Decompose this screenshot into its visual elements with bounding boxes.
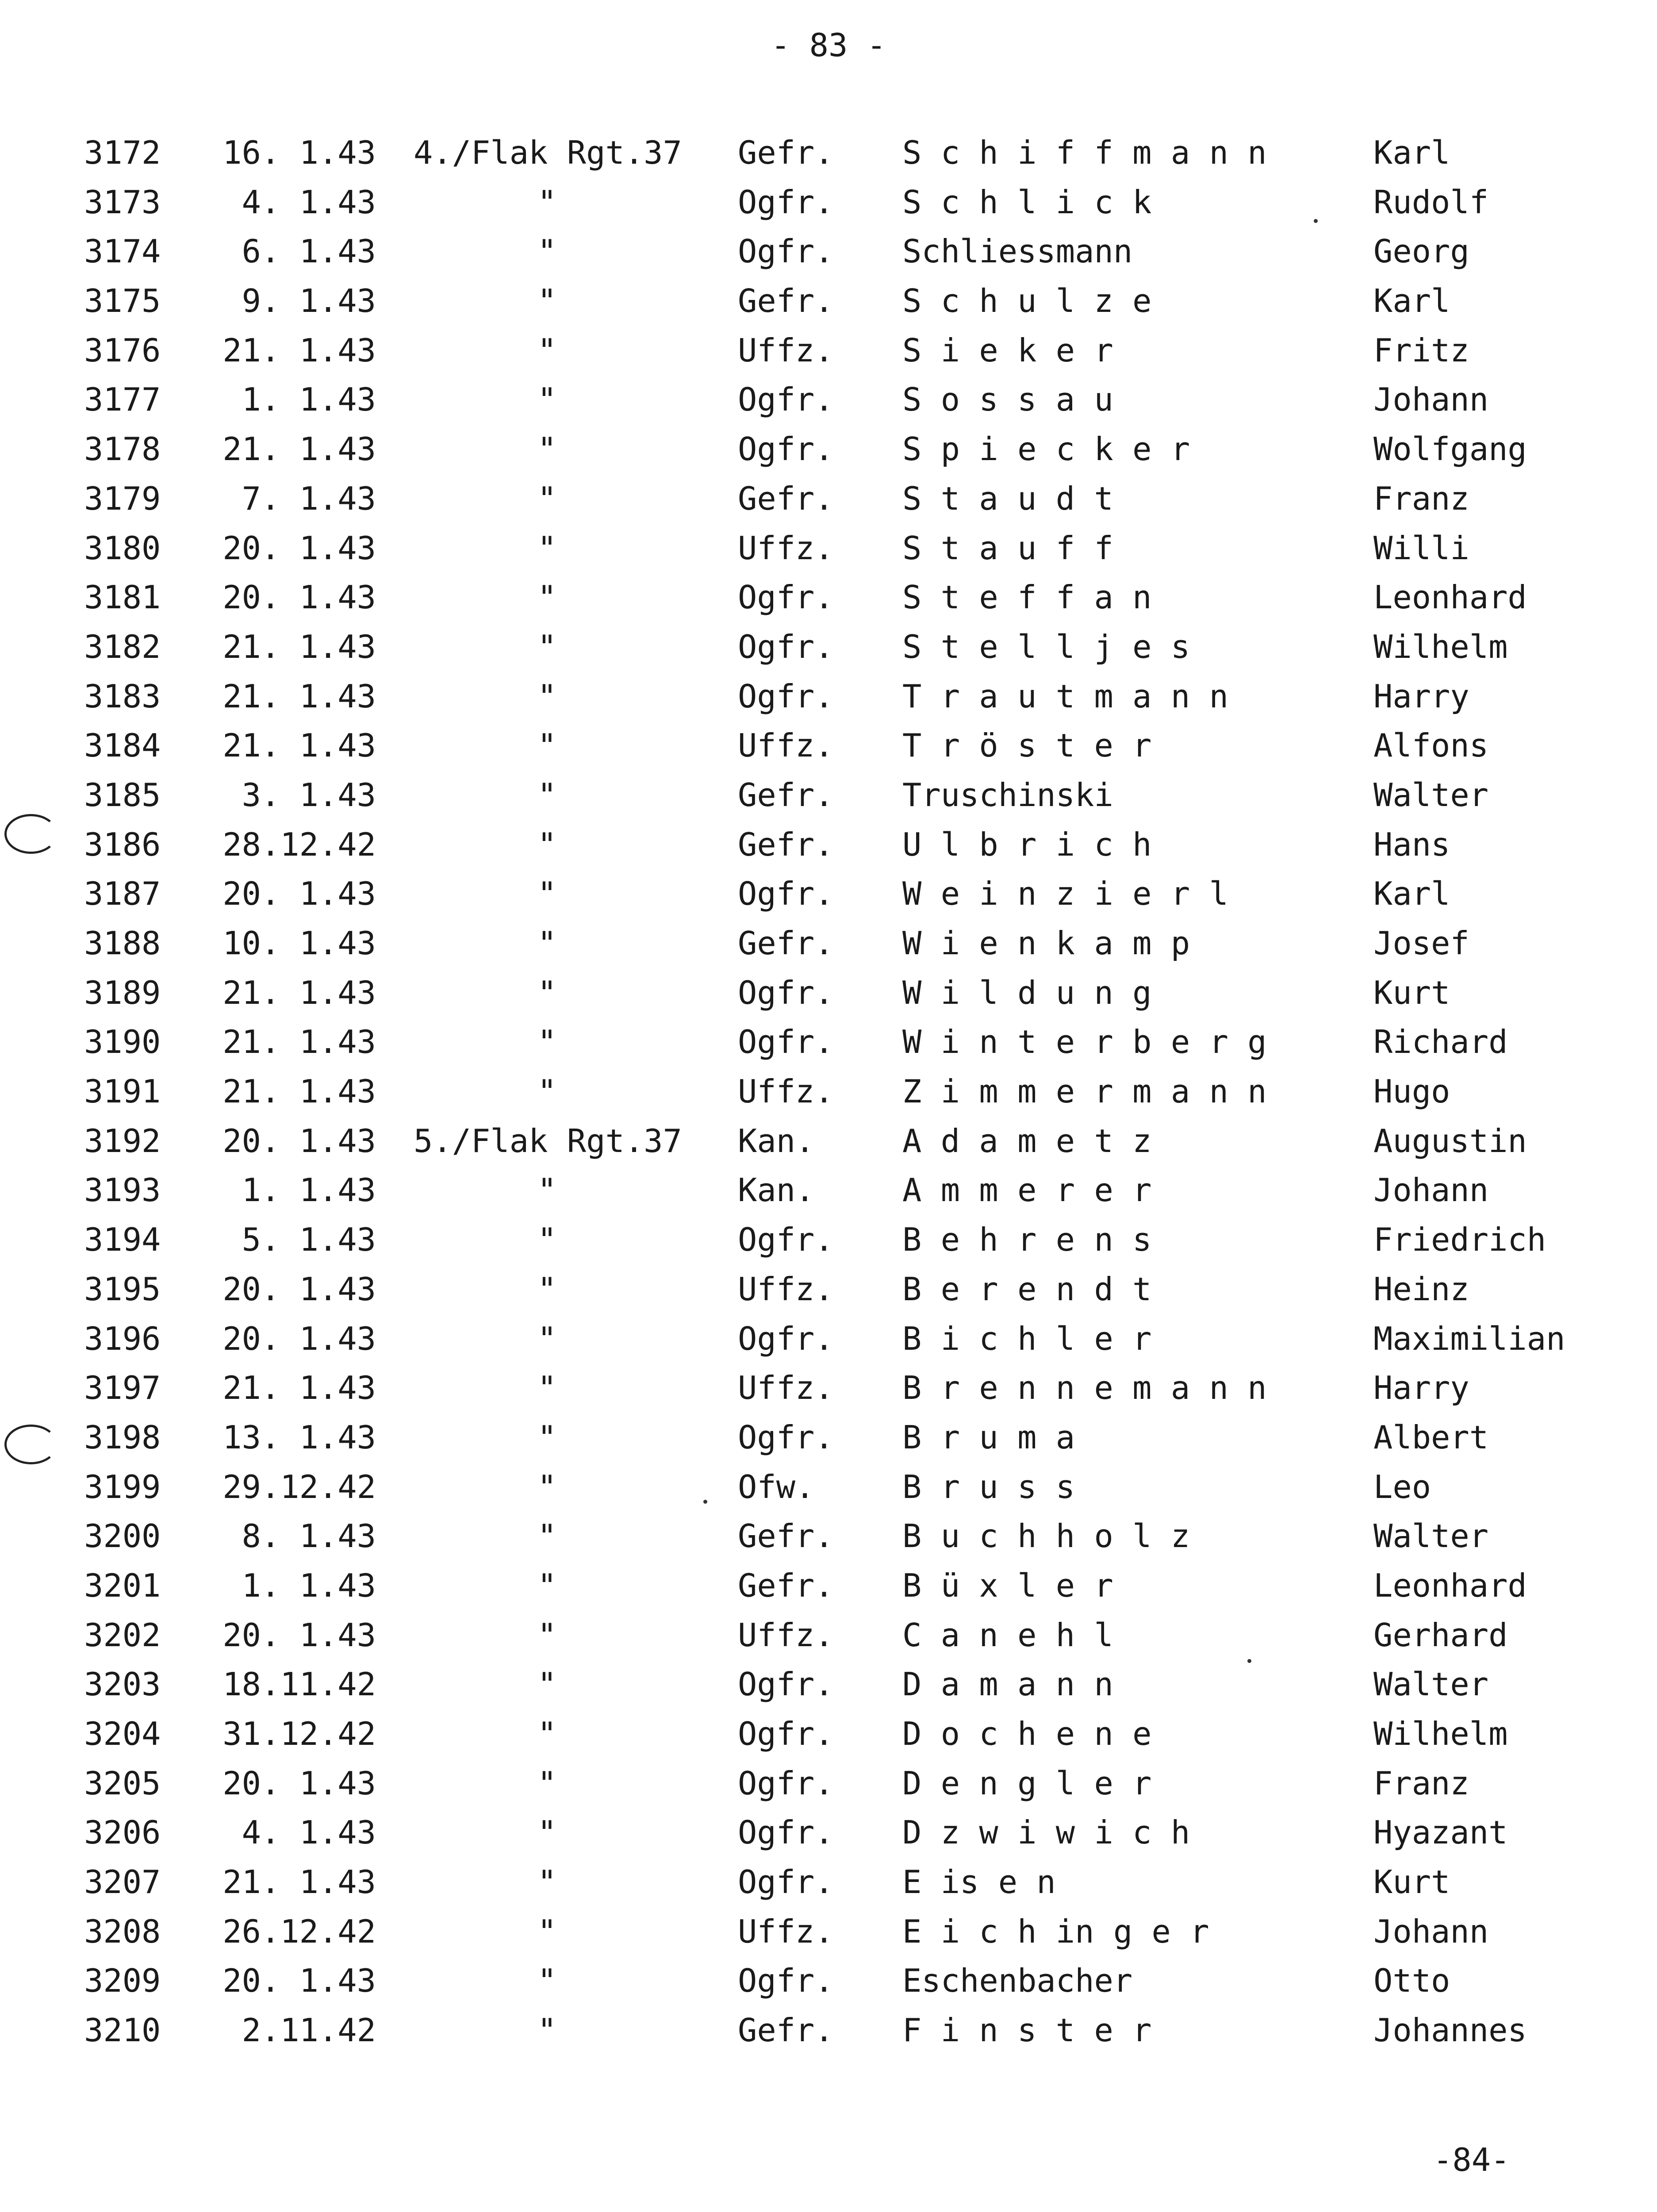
entry-date: 18.11.42 [222, 1666, 376, 1703]
ditto-mark: " [537, 1567, 557, 1604]
table-row [0, 1413, 1657, 1463]
entry-rank: Gefr. [738, 480, 834, 517]
entry-date: 1. 1.43 [242, 1171, 376, 1209]
entry-first-name: Johannes [1373, 2012, 1527, 2049]
entry-number: 3192 [84, 1122, 161, 1160]
table-row [0, 1018, 1657, 1067]
entry-date: 20. 1.43 [222, 875, 376, 913]
table-row [0, 178, 1657, 227]
ditto-mark: " [537, 282, 557, 320]
table-row [0, 1709, 1657, 1759]
entry-number: 3195 [84, 1270, 161, 1308]
table-row [0, 2006, 1657, 2055]
entry-first-name: Hyazant [1373, 1814, 1508, 1851]
entry-surname: W i l d u n g [902, 974, 1152, 1011]
entry-surname: D z w i w i c h [902, 1814, 1190, 1851]
entry-number: 3185 [84, 776, 161, 814]
entry-date: 7. 1.43 [242, 480, 376, 517]
entry-rank: Ogfr. [738, 1863, 834, 1901]
entry-date: 6. 1.43 [242, 233, 376, 270]
entry-date: 21. 1.43 [222, 677, 376, 715]
table-row [0, 573, 1657, 622]
entry-number: 3183 [84, 677, 161, 715]
entry-number: 3203 [84, 1666, 161, 1703]
entry-number: 3202 [84, 1616, 161, 1654]
ditto-mark: " [537, 381, 557, 419]
entry-surname: S t a u d t [902, 480, 1113, 517]
entry-surname: B i c h l e r [902, 1320, 1152, 1357]
ditto-mark: " [537, 1814, 557, 1851]
ditto-mark: " [537, 628, 557, 665]
entry-first-name: Wilhelm [1373, 628, 1508, 665]
entry-number: 3191 [84, 1073, 161, 1110]
entry-rank: Gefr. [738, 134, 834, 171]
entry-date: 21. 1.43 [222, 430, 376, 468]
entry-first-name: Franz [1373, 1764, 1469, 1802]
table-row [0, 771, 1657, 820]
entry-date: 21. 1.43 [222, 1023, 376, 1061]
entry-rank: Ogfr. [738, 1814, 834, 1851]
entry-date: 5. 1.43 [242, 1221, 376, 1259]
entry-number: 3206 [84, 1814, 161, 1851]
entry-number: 3199 [84, 1468, 161, 1505]
entry-date: 20. 1.43 [222, 1764, 376, 1802]
entry-first-name: Walter [1373, 776, 1489, 814]
entry-first-name: Harry [1373, 1369, 1469, 1407]
table-row [0, 1512, 1657, 1561]
entry-surname: E is e n [902, 1863, 1056, 1901]
entry-first-name: Hans [1373, 826, 1450, 863]
entry-surname: S o s s a u [902, 381, 1113, 419]
entry-number: 3197 [84, 1369, 161, 1407]
page-number: - 83 - [771, 27, 886, 64]
entry-first-name: Karl [1373, 282, 1450, 320]
entry-first-name: Johann [1373, 381, 1489, 419]
entry-first-name: Wolfgang [1373, 430, 1527, 468]
ditto-mark: " [537, 480, 557, 517]
entry-rank: Ogfr. [738, 183, 834, 221]
entry-date: 20. 1.43 [222, 1122, 376, 1160]
entry-date: 20. 1.43 [222, 529, 376, 567]
entry-first-name: Walter [1373, 1517, 1489, 1555]
entry-number: 3174 [84, 233, 161, 270]
entry-first-name: Maximilian [1373, 1320, 1565, 1357]
entry-first-name: Otto [1373, 1962, 1450, 2000]
entry-number: 3194 [84, 1221, 161, 1259]
ditto-mark: " [537, 1369, 557, 1407]
entry-first-name: Leonhard [1373, 1567, 1527, 1604]
table-row [0, 820, 1657, 870]
entry-surname: B e r e n d t [902, 1270, 1152, 1308]
entry-rank: Uffz. [738, 331, 834, 369]
entry-surname: S c h l i c k [902, 183, 1152, 221]
table-row [0, 375, 1657, 425]
entry-number: 3210 [84, 2012, 161, 2049]
entry-date: 2.11.42 [242, 2012, 376, 2049]
table-row [0, 1314, 1657, 1364]
entry-number: 3180 [84, 529, 161, 567]
entry-first-name: Leonhard [1373, 579, 1527, 616]
table-row [0, 869, 1657, 919]
entry-number: 3177 [84, 381, 161, 419]
entry-first-name: Karl [1373, 875, 1450, 913]
entry-first-name: Karl [1373, 134, 1450, 171]
entry-number: 3200 [84, 1517, 161, 1555]
entry-rank: Uffz. [738, 1912, 834, 1950]
table-row [0, 1215, 1657, 1265]
entry-date: 20. 1.43 [222, 579, 376, 616]
table-row [0, 968, 1657, 1018]
ditto-mark: " [537, 1270, 557, 1308]
entry-rank: Kan. [738, 1171, 815, 1209]
entry-first-name: Johann [1373, 1171, 1489, 1209]
entry-number: 3196 [84, 1320, 161, 1357]
entry-date: 1. 1.43 [242, 1567, 376, 1604]
entry-first-name: Rudolf [1373, 183, 1489, 221]
paper-speck [1314, 219, 1318, 223]
entry-first-name: Friedrich [1373, 1221, 1546, 1259]
entry-date: 28.12.42 [222, 826, 376, 863]
entry-number: 3187 [84, 875, 161, 913]
entry-surname: S c h i f f m a n n [902, 134, 1267, 171]
table-row [0, 672, 1657, 722]
table-row [0, 721, 1657, 771]
entry-surname: S i e k e r [902, 331, 1113, 369]
ditto-mark: " [537, 1715, 557, 1752]
entry-surname: T r ö s t e r [902, 727, 1152, 764]
entry-first-name: Wilhelm [1373, 1715, 1508, 1752]
entry-unit: 5./Flak Rgt.37 [414, 1122, 682, 1160]
entry-rank: Ogfr. [738, 381, 834, 419]
entry-rank: Gefr. [738, 776, 834, 814]
entry-surname: U l b r i c h [902, 826, 1152, 863]
ditto-mark: " [537, 1912, 557, 1950]
entry-rank: Uffz. [738, 1073, 834, 1110]
table-row [0, 622, 1657, 672]
table-row [0, 227, 1657, 276]
entry-date: 21. 1.43 [222, 974, 376, 1011]
entry-rank: Ogfr. [738, 875, 834, 913]
table-row [0, 474, 1657, 524]
entry-rank: Ogfr. [738, 677, 834, 715]
ditto-mark: " [537, 1418, 557, 1456]
entry-surname: D a m a n n [902, 1666, 1113, 1703]
table-row [0, 128, 1657, 178]
entry-first-name: Heinz [1373, 1270, 1469, 1308]
table-row [0, 1611, 1657, 1660]
entry-rank: Gefr. [738, 1517, 834, 1555]
entry-surname: W e i n z i e r l [902, 875, 1228, 913]
entry-first-name: Richard [1373, 1023, 1508, 1061]
entry-surname: E i c h in g e r [902, 1912, 1209, 1950]
entry-rank: Ogfr. [738, 1221, 834, 1259]
entry-first-name: Gerhard [1373, 1616, 1508, 1654]
entry-rank: Uffz. [738, 1270, 834, 1308]
punch-hole-mark [4, 1425, 58, 1464]
entry-number: 3190 [84, 1023, 161, 1061]
entry-number: 3178 [84, 430, 161, 468]
casualty-roster-table [0, 128, 1657, 2055]
entry-first-name: Willi [1373, 529, 1469, 567]
entry-rank: Ogfr. [738, 1666, 834, 1703]
ditto-mark: " [537, 1962, 557, 2000]
table-row [0, 1166, 1657, 1215]
entry-number: 3173 [84, 183, 161, 221]
entry-first-name: Alfons [1373, 727, 1489, 764]
table-row [0, 1265, 1657, 1314]
table-row [0, 1067, 1657, 1117]
ditto-mark: " [537, 579, 557, 616]
entry-rank: Ofw. [738, 1468, 815, 1505]
entry-rank: Ogfr. [738, 974, 834, 1011]
entry-date: 20. 1.43 [222, 1616, 376, 1654]
entry-rank: Gefr. [738, 2012, 834, 2049]
table-row [0, 1759, 1657, 1809]
entry-number: 3176 [84, 331, 161, 369]
entry-date: 21. 1.43 [222, 727, 376, 764]
entry-number: 3193 [84, 1171, 161, 1209]
table-row [0, 1858, 1657, 1907]
entry-number: 3181 [84, 579, 161, 616]
ditto-mark: " [537, 1171, 557, 1209]
punch-hole-mark [4, 814, 58, 854]
table-row [0, 425, 1657, 474]
entry-rank: Gefr. [738, 282, 834, 320]
entry-number: 3182 [84, 628, 161, 665]
entry-date: 3. 1.43 [242, 776, 376, 814]
entry-rank: Ogfr. [738, 1023, 834, 1061]
entry-rank: Uffz. [738, 529, 834, 567]
entry-first-name: Walter [1373, 1666, 1489, 1703]
entry-number: 3198 [84, 1418, 161, 1456]
ditto-mark: " [537, 430, 557, 468]
ditto-mark: " [537, 826, 557, 863]
entry-first-name: Franz [1373, 480, 1469, 517]
entry-date: 9. 1.43 [242, 282, 376, 320]
entry-surname: S t e l l j e s [902, 628, 1190, 665]
entry-date: 29.12.42 [222, 1468, 376, 1505]
entry-date: 21. 1.43 [222, 1073, 376, 1110]
entry-surname: S p i e c k e r [902, 430, 1190, 468]
entry-rank: Gefr. [738, 826, 834, 863]
entry-date: 20. 1.43 [222, 1320, 376, 1357]
ditto-mark: " [537, 233, 557, 270]
entry-first-name: Leo [1373, 1468, 1431, 1505]
entry-rank: Gefr. [738, 925, 834, 962]
entry-date: 20. 1.43 [222, 1962, 376, 2000]
entry-surname: B ü x l e r [902, 1567, 1113, 1604]
entry-surname: S t e f f a n [902, 579, 1152, 616]
table-row [0, 524, 1657, 573]
entry-date: 10. 1.43 [222, 925, 376, 962]
entry-rank: Ogfr. [738, 1962, 834, 2000]
table-row [0, 1463, 1657, 1512]
ditto-mark: " [537, 925, 557, 962]
entry-date: 8. 1.43 [242, 1517, 376, 1555]
entry-date: 21. 1.43 [222, 1863, 376, 1901]
paper-speck [1247, 1659, 1251, 1663]
entry-date: 13. 1.43 [222, 1418, 376, 1456]
entry-surname: Schliessmann [902, 233, 1133, 270]
entry-number: 3205 [84, 1764, 161, 1802]
entry-first-name: Albert [1373, 1418, 1489, 1456]
entry-date: 20. 1.43 [222, 1270, 376, 1308]
entry-surname: W i n t e r b e r g [902, 1023, 1267, 1061]
ditto-mark: " [537, 2012, 557, 2049]
table-row [0, 1660, 1657, 1709]
entry-first-name: Augustin [1373, 1122, 1527, 1160]
table-row [0, 1956, 1657, 2006]
entry-date: 31.12.42 [222, 1715, 376, 1752]
entry-surname: D o c h e n e [902, 1715, 1152, 1752]
entry-number: 3204 [84, 1715, 161, 1752]
table-row [0, 919, 1657, 968]
ditto-mark: " [537, 1517, 557, 1555]
table-row [0, 1561, 1657, 1611]
entry-surname: B r u s s [902, 1468, 1075, 1505]
ditto-mark: " [537, 1468, 557, 1505]
entry-date: 26.12.42 [222, 1912, 376, 1950]
entry-number: 3179 [84, 480, 161, 517]
entry-first-name: Harry [1373, 677, 1469, 715]
ditto-mark: " [537, 1221, 557, 1259]
entry-surname: B r u m a [902, 1418, 1075, 1456]
entry-surname: B u c h h o l z [902, 1517, 1190, 1555]
table-row [0, 1363, 1657, 1413]
entry-surname: Eschenbacher [902, 1962, 1133, 2000]
entry-first-name: Johann [1373, 1912, 1489, 1950]
entry-date: 16. 1.43 [222, 134, 376, 171]
ditto-mark: " [537, 875, 557, 913]
entry-rank: Gefr. [738, 1567, 834, 1604]
entry-surname: S t a u f f [902, 529, 1113, 567]
entry-surname: B e h r e n s [902, 1221, 1152, 1259]
ditto-mark: " [537, 529, 557, 567]
entry-surname: W i e n k a m p [902, 925, 1190, 962]
entry-surname: C a n e h l [902, 1616, 1113, 1654]
entry-surname: D e n g l e r [902, 1764, 1152, 1802]
entry-first-name: Fritz [1373, 331, 1469, 369]
entry-surname: S c h u l z e [902, 282, 1152, 320]
table-row [0, 1808, 1657, 1858]
entry-surname: A d a m e t z [902, 1122, 1152, 1160]
table-row [0, 1907, 1657, 1957]
entry-date: 21. 1.43 [222, 628, 376, 665]
entry-surname: F i n s t e r [902, 2012, 1152, 2049]
entry-rank: Uffz. [738, 1369, 834, 1407]
ditto-mark: " [537, 331, 557, 369]
entry-rank: Ogfr. [738, 628, 834, 665]
ditto-mark: " [537, 776, 557, 814]
entry-rank: Ogfr. [738, 1320, 834, 1357]
table-row [0, 276, 1657, 326]
entry-number: 3186 [84, 826, 161, 863]
entry-number: 3201 [84, 1567, 161, 1604]
ditto-mark: " [537, 1666, 557, 1703]
entry-first-name: Kurt [1373, 974, 1450, 1011]
entry-number: 3175 [84, 282, 161, 320]
entry-rank: Kan. [738, 1122, 815, 1160]
entry-surname: Truschinski [902, 776, 1113, 814]
entry-unit: 4./Flak Rgt.37 [414, 134, 682, 171]
entry-first-name: Kurt [1373, 1863, 1450, 1901]
entry-rank: Uffz. [738, 1616, 834, 1654]
entry-number: 3172 [84, 134, 161, 171]
entry-number: 3184 [84, 727, 161, 764]
entry-rank: Ogfr. [738, 1715, 834, 1752]
entry-rank: Ogfr. [738, 233, 834, 270]
entry-rank: Ogfr. [738, 1764, 834, 1802]
ditto-mark: " [537, 1073, 557, 1110]
entry-number: 3208 [84, 1912, 161, 1950]
entry-number: 3209 [84, 1962, 161, 2000]
table-row [0, 1117, 1657, 1166]
entry-date: 1. 1.43 [242, 381, 376, 419]
entry-date: 4. 1.43 [242, 183, 376, 221]
entry-surname: T r a u t m a n n [902, 677, 1228, 715]
ditto-mark: " [537, 1764, 557, 1802]
next-page-marker: -84- [1433, 2141, 1510, 2178]
ditto-mark: " [537, 183, 557, 221]
paper-speck [703, 1500, 707, 1504]
ditto-mark: " [537, 974, 557, 1011]
ditto-mark: " [537, 1616, 557, 1654]
entry-number: 3207 [84, 1863, 161, 1901]
entry-surname: Z i m m e r m a n n [902, 1073, 1267, 1110]
entry-number: 3188 [84, 925, 161, 962]
entry-date: 21. 1.43 [222, 1369, 376, 1407]
entry-first-name: Hugo [1373, 1073, 1450, 1110]
entry-date: 21. 1.43 [222, 331, 376, 369]
entry-rank: Ogfr. [738, 430, 834, 468]
ditto-mark: " [537, 1863, 557, 1901]
ditto-mark: " [537, 1023, 557, 1061]
entry-rank: Uffz. [738, 727, 834, 764]
ditto-mark: " [537, 677, 557, 715]
entry-rank: Ogfr. [738, 579, 834, 616]
ditto-mark: " [537, 1320, 557, 1357]
entry-date: 4. 1.43 [242, 1814, 376, 1851]
entry-first-name: Georg [1373, 233, 1469, 270]
ditto-mark: " [537, 727, 557, 764]
entry-number: 3189 [84, 974, 161, 1011]
table-row [0, 326, 1657, 376]
entry-surname: A m m e r e r [902, 1171, 1152, 1209]
entry-surname: B r e n n e m a n n [902, 1369, 1267, 1407]
entry-first-name: Josef [1373, 925, 1469, 962]
entry-rank: Ogfr. [738, 1418, 834, 1456]
